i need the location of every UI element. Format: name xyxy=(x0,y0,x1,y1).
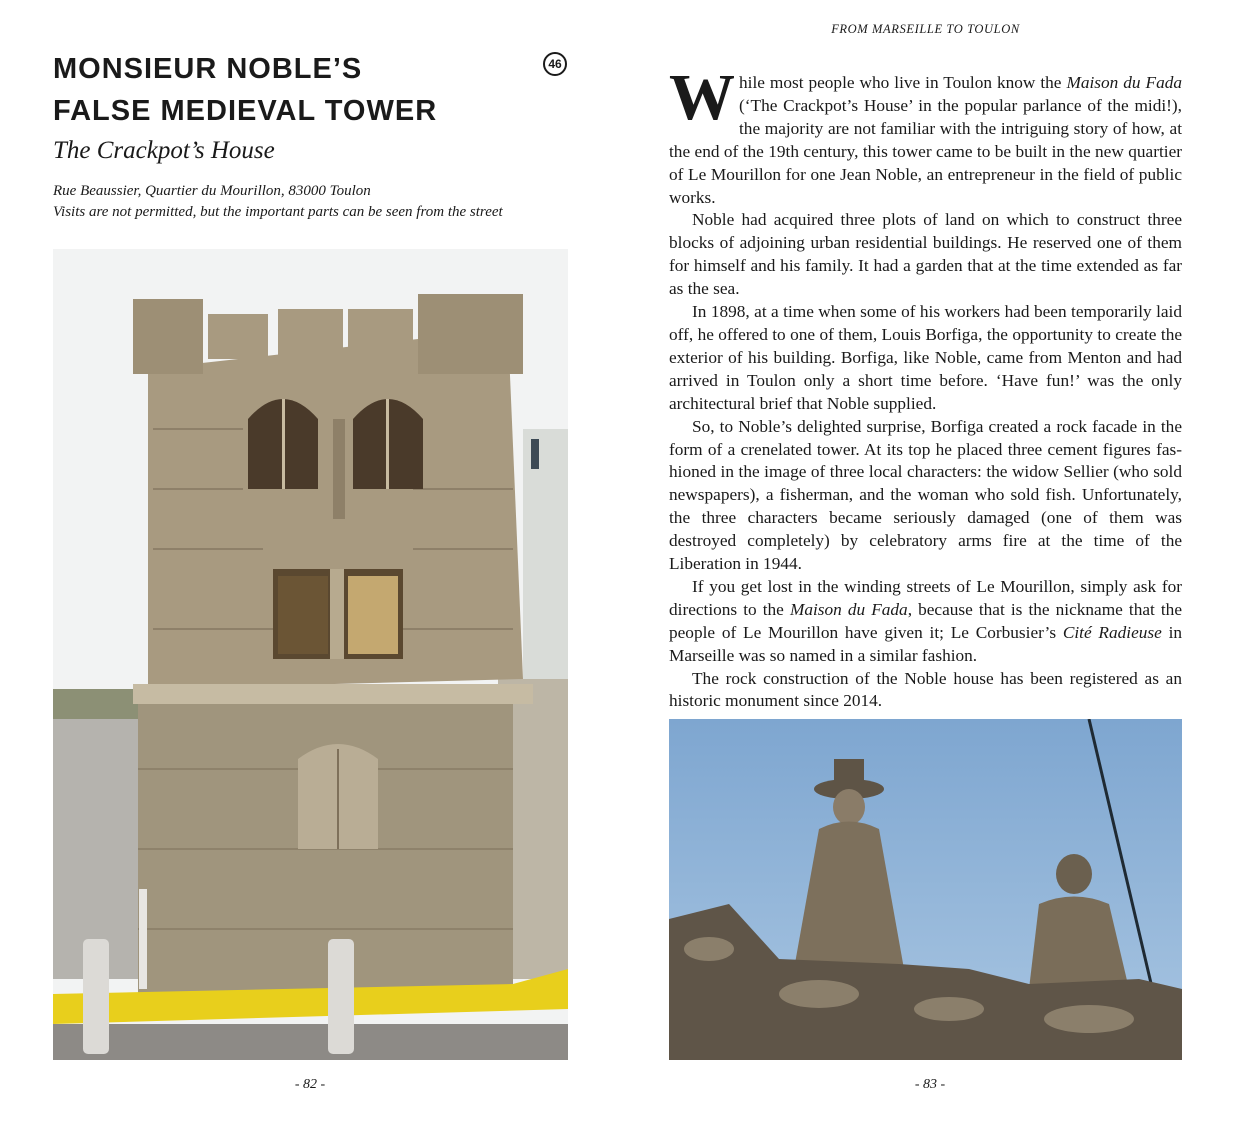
page-number-right: - 83 - xyxy=(914,1077,946,1092)
title-line-2: FALSE MEDIEVAL TOWER xyxy=(53,95,438,127)
p1-rest: (‘The Crackpot’s House’ in the popular parlance of the midi!), the majority are not familiar with the intriguing story of how, at the end of the 19th century, this tower came to be built in the new quartier of Le Mourillon for one Jean Noble, an entrepreneur in the field of public works. xyxy=(669,95,1182,207)
tower-photo-image xyxy=(53,249,568,1060)
p5-emphasis-1: Maison du Fada xyxy=(789,599,908,619)
statues-photo-image xyxy=(669,719,1182,1060)
paragraph-2: Noble had acquired three plots of land on which to construct three blocks of adjoining urban residential buildings. He reserved one of them for himself and his family. It had a garden that at the time extended as far as the sea. xyxy=(669,210,1182,299)
address-block xyxy=(53,181,593,223)
paragraph-3: In 1898, at a time when some of his workers had been temporarily laid off, he offered to one of them, Louis Borfiga, the opportunity to create the exterior of his building. Borfiga, like Noble, came from Menton and had arrived in Toulon only a short time before. ‘Have fun!’ was the only architectural brief that Noble supplied. xyxy=(669,302,1182,413)
p5-rest: in Marseille was so named in a similar fashion. xyxy=(669,622,1183,665)
address-line: Rue Beaussier, Quartier du Mourillon, 83000 Toulon xyxy=(53,183,371,199)
drop-cap: W xyxy=(669,61,735,134)
page-number-left: - 82 - xyxy=(294,1077,326,1092)
paragraph-5 xyxy=(669,576,1182,668)
left-page xyxy=(0,0,620,1123)
paragraph-6: The rock construction of the Noble house has been registered as an historic monument since 2014. xyxy=(669,668,1182,711)
tower-photo xyxy=(53,249,568,1060)
title-line-1: MONSIEUR NOBLE’S xyxy=(53,53,363,85)
paragraph-4: So, to Noble’s delighted surprise, Borfiga created a rock facade in the form of a crenelated tower. At its top he placed three cement figures fashioned in the image of three local characters: the widow Sellier (who sold newspapers), a fisherman, and the woman who sold fish. Unfortunately, the three characters became seriously damaged (one of them was destroyed completely) by celebratory arms fire at the time of the Liberation in 1944. xyxy=(669,416,1182,574)
statues-photo xyxy=(669,719,1182,1060)
article-body xyxy=(669,61,1183,713)
p5-emphasis-2: Cité Radieuse xyxy=(1062,622,1162,642)
p1-emphasis: Maison du Fada xyxy=(1066,73,1182,92)
p5-mid: , because that is the nickname that the people of Le Mourillon have given it; Le Corbusier’s xyxy=(669,599,1182,642)
entry-title xyxy=(53,48,523,132)
entry-subtitle: The Crackpot’s House xyxy=(53,137,275,164)
paragraph-1 xyxy=(669,61,1182,209)
visit-note: Visits are not permitted, but the important parts can be seen from the street xyxy=(53,204,503,220)
running-head: FROM MARSEILLE TO TOULON xyxy=(831,22,1020,36)
right-page xyxy=(620,0,1241,1123)
p5-lead: If you get lost in the winding streets of Le Mourillon, simply ask for directions to the xyxy=(669,576,1182,619)
entry-number-badge: 46 xyxy=(543,52,567,76)
p1-lead: hile most people who live in Toulon know the xyxy=(739,73,1067,92)
